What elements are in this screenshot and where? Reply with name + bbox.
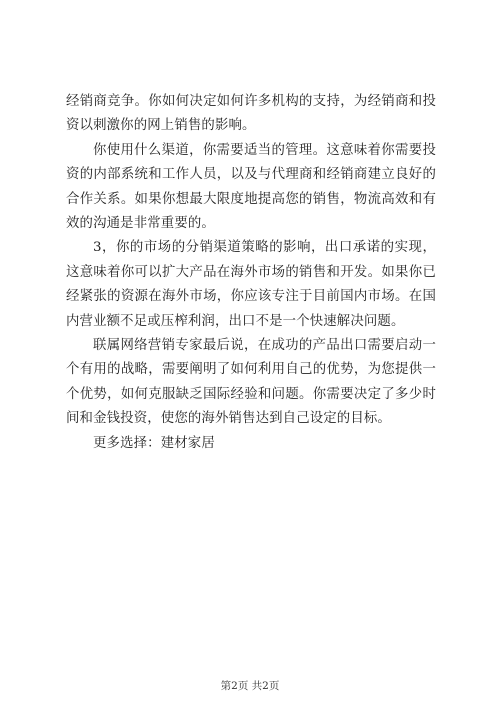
paragraph-channel-management: 你使用什么渠道，你需要适当的管理。这意味着你需要投资的内部系统和工作人员，以及与代理商和经销商建立良好的合作关系。如果你想最大限度地提高您的销售，物流高效和有效的沟通是非常重要的。	[66, 142, 436, 232]
paragraph-more-choices: 更多选择：建材家居	[93, 435, 215, 451]
page-number-label: 第2页 共2页	[220, 680, 280, 692]
page-footer	[0, 678, 500, 693]
document-body	[66, 90, 436, 456]
paragraph-distribution-strategy: 3，你的市场的分销渠道策略的影响，出口承诺的实现，这意味着你可以扩大产品在海外市场的销售和开发。如果你已经紧张的资源在海外市场，你应该专注于目前国内市场。在国内营业额不足或压榨利润，出口不是一个快速解决问题。	[66, 240, 436, 329]
paragraph-continuation: 经销商竞争。你如何决定如何许多机构的支持，为经销商和投资以刺激你的网上销售的影响。	[66, 94, 436, 134]
paragraph-expert-conclusion: 联属网络营销专家最后说，在成功的产品出口需要启动一个有用的战略，需要阐明了如何利用自己的优势，为您提供一个优势，如何克服缺乏国际经验和问题。你需要决定了多少时间和金钱投资，使您的海外销售达到自己设定的目标。	[66, 338, 436, 427]
